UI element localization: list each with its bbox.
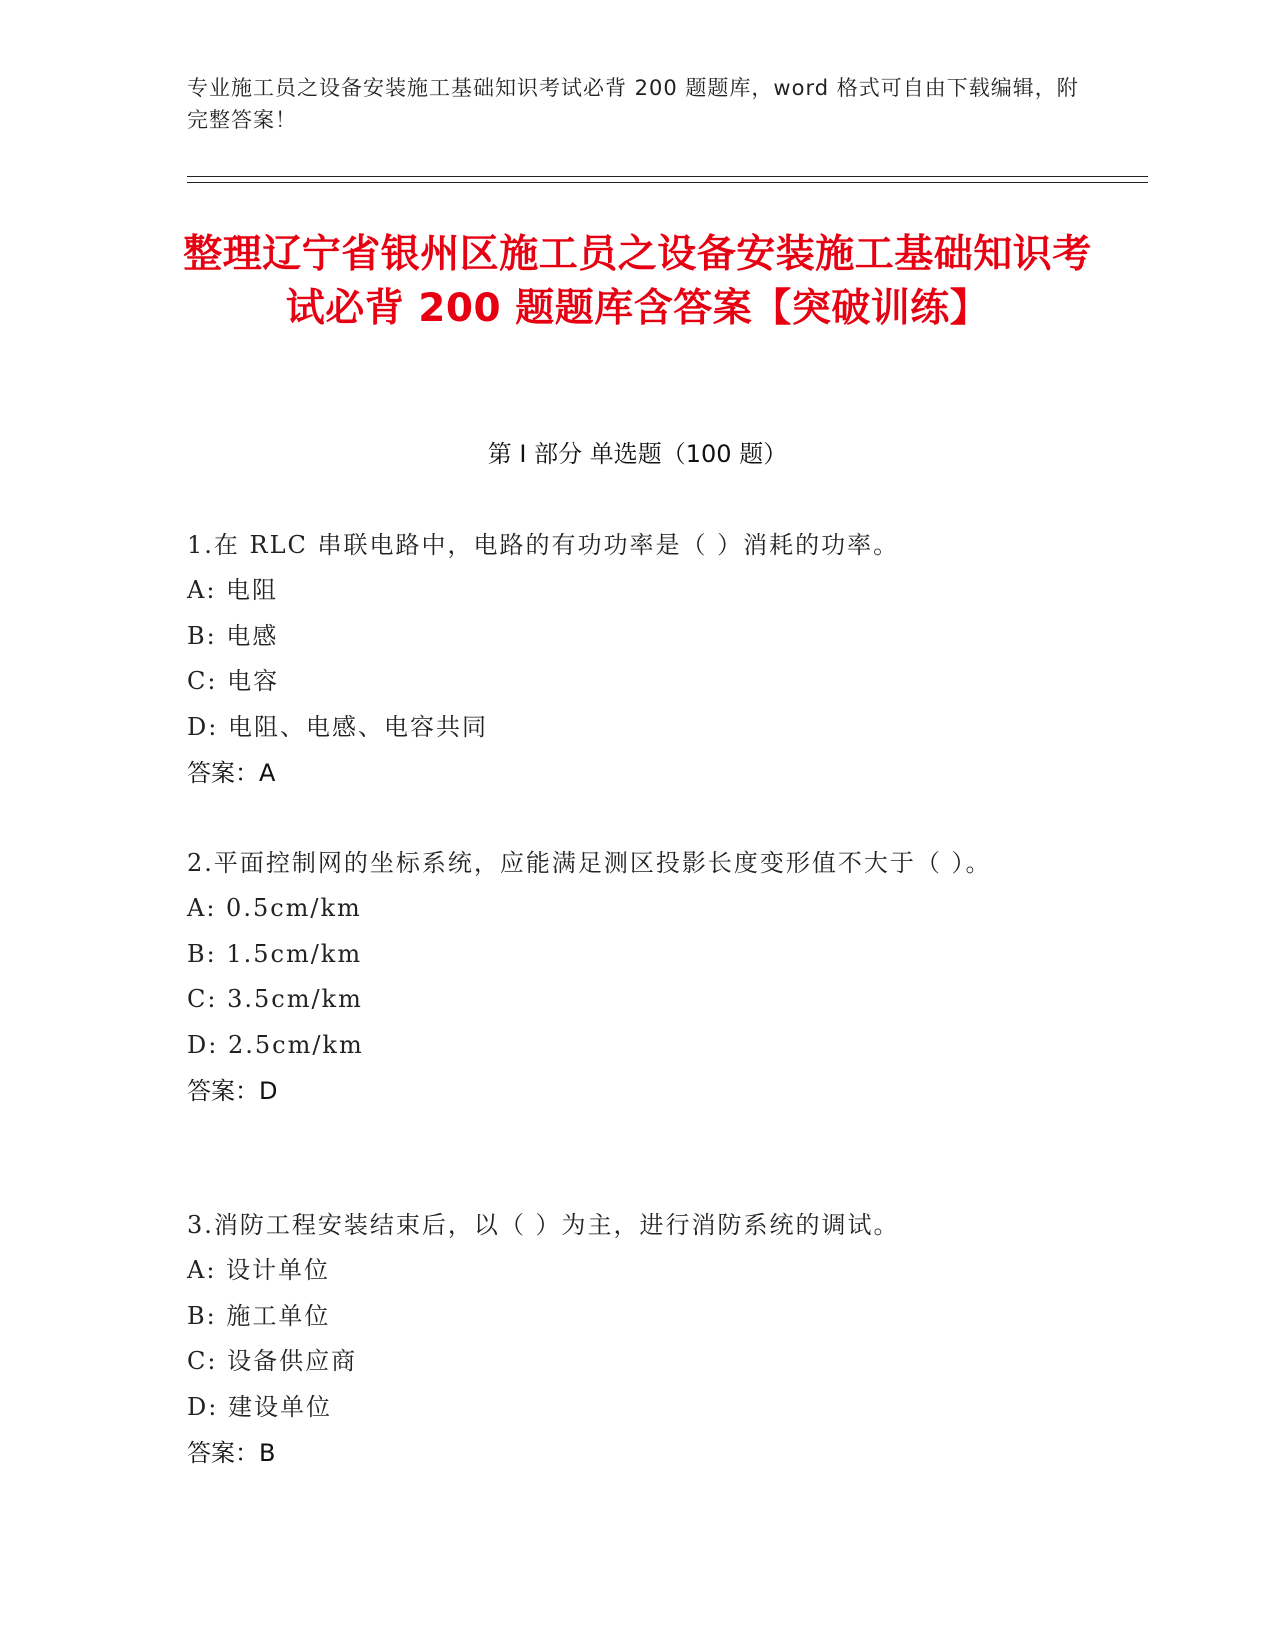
answer: 答案：B [187,1439,276,1467]
option-d: D: 电阻、电感、电容共同 [187,712,488,741]
question-1 [187,522,1067,796]
header-divider-top [187,176,1148,177]
option-b: B: 电感 [187,621,279,650]
answer: 答案：D [187,1077,278,1105]
option-c: C: 电容 [187,667,280,695]
header-divider-bottom [187,182,1148,183]
document-title: 整理辽宁省银州区施工员之设备安装施工基础知识考试必背 200 题题库含答案【突破训练】 [183,232,1092,331]
option-a: A: 0.5cm/km [187,894,362,922]
answer: 答案：A [187,759,276,787]
question-stem: 3.消防工程安装结束后，以（ ）为主，进行消防系统的调试。 [187,1211,900,1239]
option-b: B: 1.5cm/km [187,939,363,968]
option-a: A: 电阻 [187,576,279,604]
header-note: 专业施工员之设备安装施工基础知识考试必背 200 题题库，word 格式可自由下载编辑，附完整答案！ [187,76,1079,132]
option-c: C: 设备供应商 [187,1347,358,1375]
question-3 [187,1202,1067,1476]
option-a: A: 设计单位 [187,1256,331,1284]
option-c: C: 3.5cm/km [187,985,363,1013]
section-heading: 第 I 部分 单选题（100 题） [487,440,788,468]
option-d: D: 2.5cm/km [187,1030,364,1059]
option-b: B: 施工单位 [187,1301,331,1330]
question-2 [187,840,1067,1114]
question-stem: 2.平面控制网的坐标系统，应能满足测区投影长度变形值不大于（ ）。 [187,849,992,877]
option-d: D: 建设单位 [187,1392,332,1421]
question-stem: 1.在 RLC 串联电路中，电路的有功功率是（ ）消耗的功率。 [187,531,900,559]
